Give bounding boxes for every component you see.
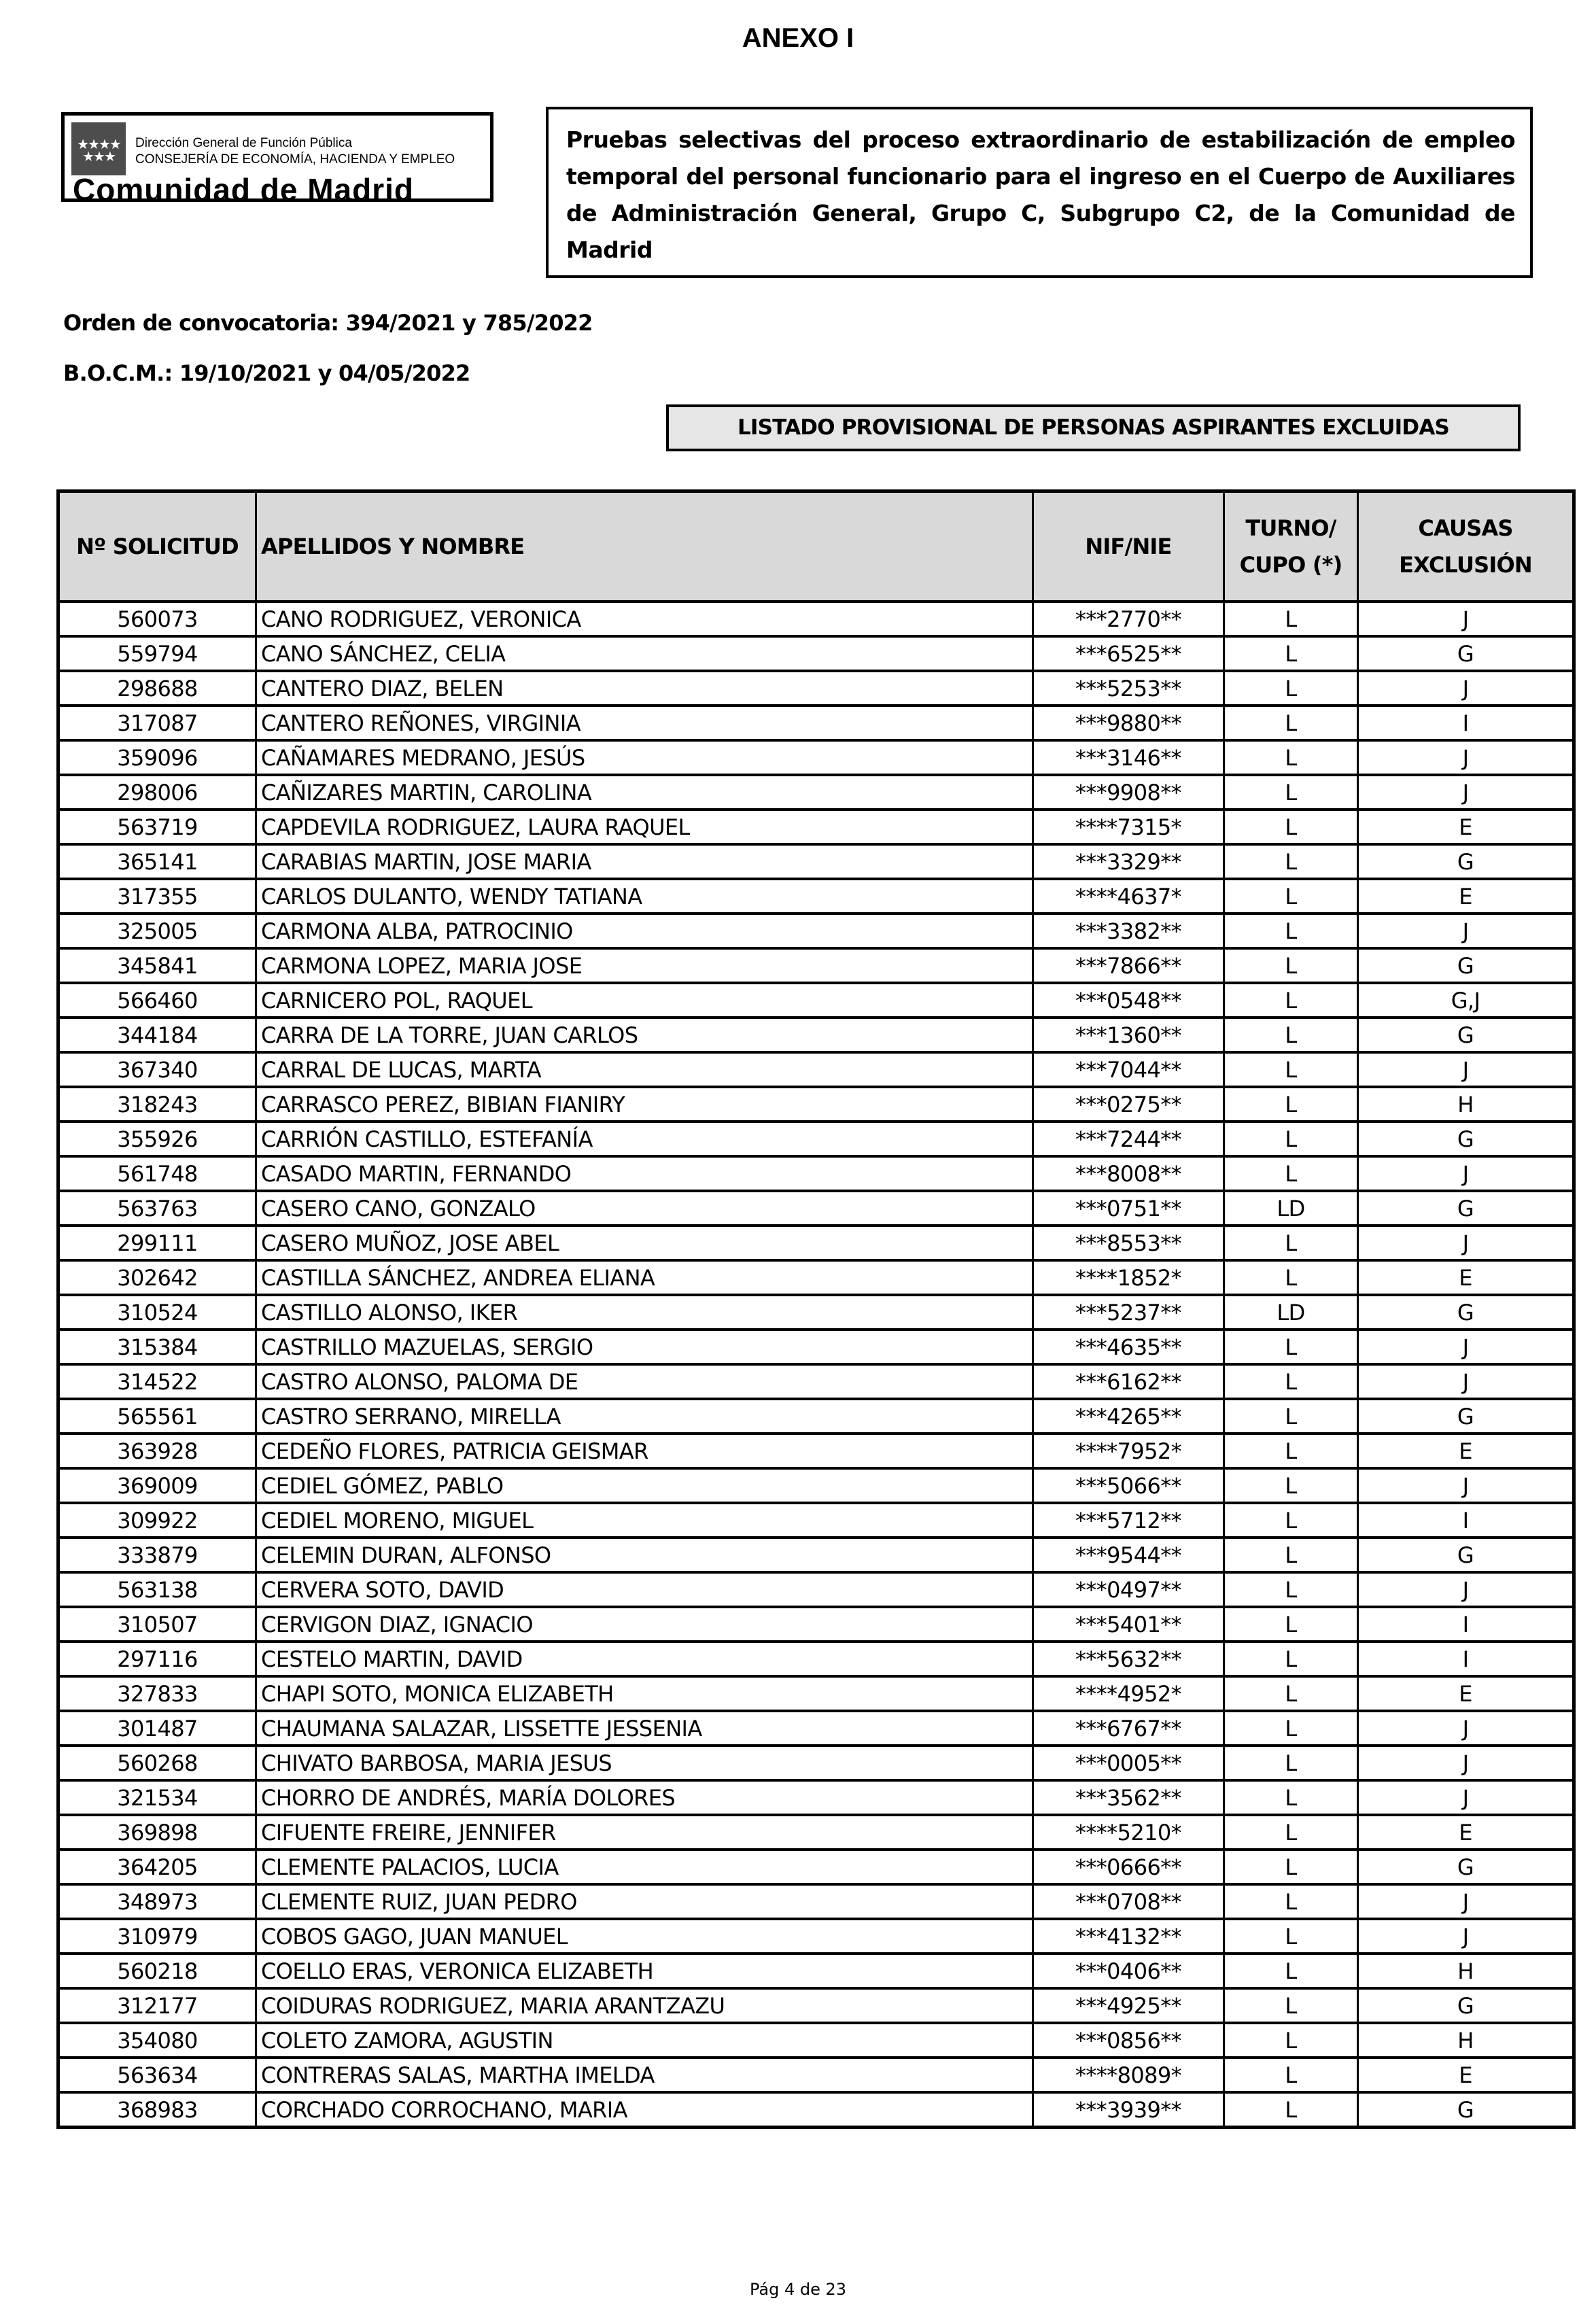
header-causas — [1358, 491, 1574, 602]
header-nombre: APELLIDOS Y NOMBRE — [256, 491, 1033, 602]
cell-nombre: CERVERA SOTO, DAVID — [256, 1572, 1033, 1607]
cell-causas: J — [1358, 1330, 1574, 1364]
cell-turno: L — [1224, 1815, 1358, 1850]
cell-nombre: CARRASCO PEREZ, BIBIAN FIANIRY — [256, 1087, 1033, 1122]
cell-turno: L — [1224, 1330, 1358, 1364]
cell-turno: L — [1224, 1468, 1358, 1503]
table-row — [58, 1260, 1574, 1295]
cell-turno: L — [1224, 1018, 1358, 1052]
cell-causas: J — [1358, 740, 1574, 775]
cell-turno: L — [1224, 1087, 1358, 1122]
table-row — [58, 1087, 1574, 1122]
table-row — [58, 879, 1574, 914]
cell-solicitud: 299111 — [58, 1226, 256, 1260]
header-causas-line1: CAUSAS — [1418, 515, 1513, 541]
table-row — [58, 1330, 1574, 1364]
table-row — [58, 1018, 1574, 1052]
cell-causas: H — [1358, 2023, 1574, 2058]
cell-solicitud: 563763 — [58, 1191, 256, 1226]
cell-nombre: CASTRO SERRANO, MIRELLA — [256, 1399, 1033, 1434]
cell-solicitud: 563719 — [58, 810, 256, 844]
cell-nombre: CASTRILLO MAZUELAS, SERGIO — [256, 1330, 1033, 1364]
table-row — [58, 740, 1574, 775]
table-row — [58, 1503, 1574, 1538]
cell-nif: ***8553** — [1033, 1226, 1224, 1260]
cell-nif: ***7866** — [1033, 948, 1224, 983]
listado-title-box — [666, 404, 1521, 451]
cell-causas: E — [1358, 810, 1574, 844]
cell-solicitud: 302642 — [58, 1260, 256, 1295]
comunidad-de-madrid-logo — [61, 112, 493, 207]
cell-nif: ***4265** — [1033, 1399, 1224, 1434]
cell-turno: L — [1224, 1226, 1358, 1260]
logo-direccion-general: Dirección General de Función Pública — [135, 136, 352, 150]
cell-nombre: CLEMENTE RUIZ, JUAN PEDRO — [256, 1884, 1033, 1919]
cell-nif: ***0856** — [1033, 2023, 1224, 2058]
cell-solicitud: 312177 — [58, 1988, 256, 2023]
cell-causas: E — [1358, 1676, 1574, 1711]
cell-causas: G — [1358, 1122, 1574, 1156]
cell-turno: L — [1224, 706, 1358, 740]
table-row — [58, 1434, 1574, 1468]
cell-nif: ***5632** — [1033, 1642, 1224, 1676]
cell-solicitud: 561748 — [58, 1156, 256, 1191]
cell-turno: L — [1224, 740, 1358, 775]
cell-nif: ***5253** — [1033, 671, 1224, 706]
cell-nombre: CELEMIN DURAN, ALFONSO — [256, 1538, 1033, 1572]
cell-causas: G — [1358, 1988, 1574, 2023]
cell-turno: L — [1224, 1052, 1358, 1087]
cell-nombre: CHIVATO BARBOSA, MARIA JESUS — [256, 1746, 1033, 1780]
cell-solicitud: 369009 — [58, 1468, 256, 1503]
table-row — [58, 775, 1574, 810]
cell-nombre: CANTERO REÑONES, VIRGINIA — [256, 706, 1033, 740]
cell-solicitud: 325005 — [58, 914, 256, 948]
table-row — [58, 636, 1574, 671]
cell-nombre: CAÑAMARES MEDRANO, JESÚS — [256, 740, 1033, 775]
cell-solicitud: 368983 — [58, 2092, 256, 2128]
cell-turno: L — [1224, 2092, 1358, 2128]
cell-turno: L — [1224, 1434, 1358, 1468]
cell-nombre: COLETO ZAMORA, AGUSTIN — [256, 2023, 1033, 2058]
cell-nombre: CARRAL DE LUCAS, MARTA — [256, 1052, 1033, 1087]
cell-nombre: CARNICERO POL, RAQUEL — [256, 983, 1033, 1018]
page-number: Pág 4 de 23 — [749, 2280, 847, 2299]
cell-nif: ***0548** — [1033, 983, 1224, 1018]
cell-nif: ***5066** — [1033, 1468, 1224, 1503]
cell-turno: L — [1224, 1607, 1358, 1642]
cell-solicitud: 301487 — [58, 1711, 256, 1746]
cell-causas: J — [1358, 602, 1574, 636]
header-turno — [1224, 491, 1358, 602]
cell-solicitud: 563634 — [58, 2058, 256, 2092]
table-row — [58, 1919, 1574, 1954]
cell-nif: ***5712** — [1033, 1503, 1224, 1538]
table-row — [58, 706, 1574, 740]
cell-solicitud: 344184 — [58, 1018, 256, 1052]
table-row — [58, 1052, 1574, 1087]
cell-nif: ***9908** — [1033, 775, 1224, 810]
table-row — [58, 1226, 1574, 1260]
cell-solicitud: 359096 — [58, 740, 256, 775]
table-row — [58, 1607, 1574, 1642]
cell-causas: I — [1358, 706, 1574, 740]
cell-turno: L — [1224, 1954, 1358, 1988]
cell-nombre: CARABIAS MARTIN, JOSE MARIA — [256, 844, 1033, 879]
cell-turno: L — [1224, 1988, 1358, 2023]
cell-causas: I — [1358, 1503, 1574, 1538]
table-row — [58, 1711, 1574, 1746]
cell-nif: ***6525** — [1033, 636, 1224, 671]
cell-turno: L — [1224, 1780, 1358, 1815]
madrid-stars-emblem-icon: ★★★★ ★★★ — [71, 122, 126, 175]
cell-nombre: CORCHADO CORROCHANO, MARIA — [256, 2092, 1033, 2128]
cell-nif: ***3939** — [1033, 2092, 1224, 2128]
cell-turno: LD — [1224, 1295, 1358, 1330]
bocm-dates: B.O.C.M.: 19/10/2021 y 04/05/2022 — [63, 360, 470, 386]
cell-causas: J — [1358, 1226, 1574, 1260]
table-row — [58, 948, 1574, 983]
cell-causas: G — [1358, 2092, 1574, 2128]
cell-nombre: CARMONA LOPEZ, MARIA JOSE — [256, 948, 1033, 983]
cell-causas: G — [1358, 844, 1574, 879]
cell-causas: J — [1358, 1156, 1574, 1191]
cell-solicitud: 333879 — [58, 1538, 256, 1572]
cell-nif: ****4637* — [1033, 879, 1224, 914]
cell-turno: L — [1224, 1156, 1358, 1191]
header-turno-line2: CUPO (*) — [1239, 552, 1342, 578]
table-row — [58, 1815, 1574, 1850]
cell-nif: ***3562** — [1033, 1780, 1224, 1815]
cell-nif: ***5237** — [1033, 1295, 1224, 1330]
cell-turno: L — [1224, 914, 1358, 948]
cell-nif: ***5401** — [1033, 1607, 1224, 1642]
cell-nombre: CANO RODRIGUEZ, VERONICA — [256, 602, 1033, 636]
cell-solicitud: 566460 — [58, 983, 256, 1018]
table-row — [58, 1572, 1574, 1607]
cell-causas: J — [1358, 1884, 1574, 1919]
cell-turno: L — [1224, 1122, 1358, 1156]
table-row — [58, 1538, 1574, 1572]
excluded-applicants-table — [56, 489, 1576, 2129]
cell-nif: ***6162** — [1033, 1364, 1224, 1399]
cell-nif: ***6767** — [1033, 1711, 1224, 1746]
cell-nombre: CASERO MUÑOZ, JOSE ABEL — [256, 1226, 1033, 1260]
process-title: Pruebas selectivas del proceso extraordinario de estabilización de empleo temporal del personal funcionario para el ingreso en el Cuerpo de Auxiliares de Administración General, Grupo C, Subgrupo C2, de la Comunidad de Madrid — [566, 126, 1515, 263]
cell-solicitud: 298006 — [58, 775, 256, 810]
cell-nif: ***7044** — [1033, 1052, 1224, 1087]
table-row — [58, 1988, 1574, 2023]
cell-nombre: CANTERO DIAZ, BELEN — [256, 671, 1033, 706]
cell-turno: L — [1224, 1711, 1358, 1746]
cell-nif: ***0275** — [1033, 1087, 1224, 1122]
cell-turno: L — [1224, 1260, 1358, 1295]
table-row — [58, 671, 1574, 706]
cell-turno: L — [1224, 1919, 1358, 1954]
cell-causas: J — [1358, 914, 1574, 948]
cell-nif: ***0406** — [1033, 1954, 1224, 1988]
header-causas-line2: EXCLUSIÓN — [1399, 552, 1532, 578]
table-row — [58, 1191, 1574, 1226]
cell-nombre: CARRA DE LA TORRE, JUAN CARLOS — [256, 1018, 1033, 1052]
cell-nif: ***9880** — [1033, 706, 1224, 740]
table-row — [58, 2092, 1574, 2128]
cell-solicitud: 560268 — [58, 1746, 256, 1780]
cell-causas: G — [1358, 1295, 1574, 1330]
cell-nombre: CESTELO MARTIN, DAVID — [256, 1642, 1033, 1676]
table-row — [58, 983, 1574, 1018]
cell-nombre: CHAPI SOTO, MONICA ELIZABETH — [256, 1676, 1033, 1711]
cell-nif: ****1852* — [1033, 1260, 1224, 1295]
cell-nombre: CEDIEL MORENO, MIGUEL — [256, 1503, 1033, 1538]
cell-nombre: CEDIEL GÓMEZ, PABLO — [256, 1468, 1033, 1503]
table-row — [58, 2058, 1574, 2092]
cell-nif: ***0497** — [1033, 1572, 1224, 1607]
table-row — [58, 1468, 1574, 1503]
cell-solicitud: 560073 — [58, 602, 256, 636]
cell-nif: ***8008** — [1033, 1156, 1224, 1191]
cell-solicitud: 321534 — [58, 1780, 256, 1815]
cell-causas: E — [1358, 1815, 1574, 1850]
cell-nif: ***3382** — [1033, 914, 1224, 948]
cell-solicitud: 365141 — [58, 844, 256, 879]
cell-turno: L — [1224, 948, 1358, 983]
cell-nombre: COBOS GAGO, JUAN MANUEL — [256, 1919, 1033, 1954]
cell-causas: G — [1358, 636, 1574, 671]
cell-causas: J — [1358, 775, 1574, 810]
cell-causas: J — [1358, 1919, 1574, 1954]
cell-solicitud: 345841 — [58, 948, 256, 983]
cell-turno: L — [1224, 1503, 1358, 1538]
cell-nombre: COELLO ERAS, VERONICA ELIZABETH — [256, 1954, 1033, 1988]
cell-solicitud: 355926 — [58, 1122, 256, 1156]
header-turno-line1: TURNO/ — [1245, 515, 1336, 541]
cell-turno: L — [1224, 1364, 1358, 1399]
table-row — [58, 1364, 1574, 1399]
cell-nif: ***2770** — [1033, 602, 1224, 636]
cell-causas: J — [1358, 1572, 1574, 1607]
cell-nombre: CARMONA ALBA, PATROCINIO — [256, 914, 1033, 948]
table-row — [58, 1746, 1574, 1780]
cell-solicitud: 310979 — [58, 1919, 256, 1954]
cell-nombre: CANO SÁNCHEZ, CELIA — [256, 636, 1033, 671]
table-row — [58, 810, 1574, 844]
cell-turno: L — [1224, 671, 1358, 706]
table-row — [58, 1884, 1574, 1919]
cell-nif: ***0708** — [1033, 1884, 1224, 1919]
cell-solicitud: 369898 — [58, 1815, 256, 1850]
cell-nif: ***0751** — [1033, 1191, 1224, 1226]
cell-turno: L — [1224, 1850, 1358, 1884]
cell-causas: G — [1358, 948, 1574, 983]
cell-solicitud: 317355 — [58, 879, 256, 914]
cell-nombre: CERVIGON DIAZ, IGNACIO — [256, 1607, 1033, 1642]
cell-turno: L — [1224, 602, 1358, 636]
cell-nif: ***9544** — [1033, 1538, 1224, 1572]
cell-nif: ***4925** — [1033, 1988, 1224, 2023]
cell-nif: ***7244** — [1033, 1122, 1224, 1156]
cell-nombre: CAÑIZARES MARTIN, CAROLINA — [256, 775, 1033, 810]
cell-causas: J — [1358, 1780, 1574, 1815]
cell-turno: L — [1224, 775, 1358, 810]
cell-turno: LD — [1224, 1191, 1358, 1226]
cell-nombre: CASTILLA SÁNCHEZ, ANDREA ELIANA — [256, 1260, 1033, 1295]
table-row — [58, 1850, 1574, 1884]
orden-convocatoria: Orden de convocatoria: 394/2021 y 785/2022 — [63, 310, 593, 336]
logo-org-name: Comunidad de Madrid — [73, 172, 414, 207]
table-row — [58, 1295, 1574, 1330]
cell-nombre: CASTRO ALONSO, PALOMA DE — [256, 1364, 1033, 1399]
cell-causas: E — [1358, 879, 1574, 914]
cell-turno: L — [1224, 2023, 1358, 2058]
table-row — [58, 1122, 1574, 1156]
cell-solicitud: 348973 — [58, 1884, 256, 1919]
cell-causas: J — [1358, 1468, 1574, 1503]
cell-turno: L — [1224, 1884, 1358, 1919]
cell-causas: E — [1358, 2058, 1574, 2092]
cell-causas: J — [1358, 1711, 1574, 1746]
cell-turno: L — [1224, 2058, 1358, 2092]
cell-nif: ***3329** — [1033, 844, 1224, 879]
cell-solicitud: 297116 — [58, 1642, 256, 1676]
table-row — [58, 602, 1574, 636]
cell-solicitud: 310524 — [58, 1295, 256, 1330]
process-title-box — [546, 107, 1533, 278]
cell-nombre: CHORRO DE ANDRÉS, MARÍA DOLORES — [256, 1780, 1033, 1815]
cell-nif: ***0005** — [1033, 1746, 1224, 1780]
cell-solicitud: 317087 — [58, 706, 256, 740]
cell-causas: G — [1358, 1850, 1574, 1884]
cell-solicitud: 363928 — [58, 1434, 256, 1468]
table-row — [58, 844, 1574, 879]
cell-solicitud: 298688 — [58, 671, 256, 706]
cell-nombre: CARLOS DULANTO, WENDY TATIANA — [256, 879, 1033, 914]
cell-causas: G — [1358, 1018, 1574, 1052]
cell-causas: J — [1358, 671, 1574, 706]
cell-nif: ***1360** — [1033, 1018, 1224, 1052]
cell-solicitud: 559794 — [58, 636, 256, 671]
cell-solicitud: 315384 — [58, 1330, 256, 1364]
cell-nombre: CASADO MARTIN, FERNANDO — [256, 1156, 1033, 1191]
table-row — [58, 914, 1574, 948]
cell-nombre: CHAUMANA SALAZAR, LISSETTE JESSENIA — [256, 1711, 1033, 1746]
cell-causas: J — [1358, 1746, 1574, 1780]
cell-solicitud: 318243 — [58, 1087, 256, 1122]
cell-causas: J — [1358, 1052, 1574, 1087]
cell-solicitud: 364205 — [58, 1850, 256, 1884]
logo-consejeria: CONSEJERÍA DE ECONOMÍA, HACIENDA Y EMPLEO — [135, 152, 455, 167]
header-solicitud: Nº SOLICITUD — [58, 491, 256, 602]
cell-causas: I — [1358, 1642, 1574, 1676]
cell-nombre: CEDEÑO FLORES, PATRICIA GEISMAR — [256, 1434, 1033, 1468]
cell-causas: I — [1358, 1607, 1574, 1642]
cell-turno: L — [1224, 1572, 1358, 1607]
cell-solicitud: 563138 — [58, 1572, 256, 1607]
cell-turno: L — [1224, 879, 1358, 914]
cell-nombre: CIFUENTE FREIRE, JENNIFER — [256, 1815, 1033, 1850]
cell-turno: L — [1224, 1399, 1358, 1434]
cell-nif: ***4132** — [1033, 1919, 1224, 1954]
cell-solicitud: 560218 — [58, 1954, 256, 1988]
cell-nif: ***4635** — [1033, 1330, 1224, 1364]
cell-causas: H — [1358, 1954, 1574, 1988]
table-row — [58, 1642, 1574, 1676]
cell-nombre: CASERO CANO, GONZALO — [256, 1191, 1033, 1226]
table-row — [58, 1954, 1574, 1988]
table-row — [58, 2023, 1574, 2058]
cell-nif: ****4952* — [1033, 1676, 1224, 1711]
table-row — [58, 1780, 1574, 1815]
table-header-row — [58, 491, 1574, 602]
cell-nif: ****8089* — [1033, 2058, 1224, 2092]
cell-nombre: CONTRERAS SALAS, MARTHA IMELDA — [256, 2058, 1033, 2092]
cell-solicitud: 565561 — [58, 1399, 256, 1434]
cell-nombre: COIDURAS RODRIGUEZ, MARIA ARANTZAZU — [256, 1988, 1033, 2023]
header-nif: NIF/NIE — [1033, 491, 1224, 602]
cell-nif: ***0666** — [1033, 1850, 1224, 1884]
cell-causas: E — [1358, 1260, 1574, 1295]
cell-turno: L — [1224, 1642, 1358, 1676]
cell-causas: G,J — [1358, 983, 1574, 1018]
cell-solicitud: 354080 — [58, 2023, 256, 2058]
cell-solicitud: 310507 — [58, 1607, 256, 1642]
cell-turno: L — [1224, 1746, 1358, 1780]
cell-nombre: CLEMENTE PALACIOS, LUCIA — [256, 1850, 1033, 1884]
cell-turno: L — [1224, 844, 1358, 879]
cell-turno: L — [1224, 983, 1358, 1018]
cell-solicitud: 327833 — [58, 1676, 256, 1711]
cell-turno: L — [1224, 810, 1358, 844]
cell-nif: ***3146** — [1033, 740, 1224, 775]
table-row — [58, 1399, 1574, 1434]
cell-causas: J — [1358, 1364, 1574, 1399]
table-row — [58, 1156, 1574, 1191]
cell-causas: H — [1358, 1087, 1574, 1122]
cell-solicitud: 314522 — [58, 1364, 256, 1399]
cell-turno: L — [1224, 1538, 1358, 1572]
cell-causas: G — [1358, 1191, 1574, 1226]
cell-nif: ****5210* — [1033, 1815, 1224, 1850]
cell-nombre: CARRIÓN CASTILLO, ESTEFANÍA — [256, 1122, 1033, 1156]
table-row — [58, 1676, 1574, 1711]
annex-title: ANEXO I — [742, 23, 854, 53]
cell-nombre: CAPDEVILA RODRIGUEZ, LAURA RAQUEL — [256, 810, 1033, 844]
cell-nif: ****7315* — [1033, 810, 1224, 844]
cell-nombre: CASTILLO ALONSO, IKER — [256, 1295, 1033, 1330]
cell-causas: E — [1358, 1434, 1574, 1468]
cell-causas: G — [1358, 1538, 1574, 1572]
cell-solicitud: 367340 — [58, 1052, 256, 1087]
cell-turno: L — [1224, 1676, 1358, 1711]
cell-turno: L — [1224, 636, 1358, 671]
cell-causas: G — [1358, 1399, 1574, 1434]
cell-solicitud: 309922 — [58, 1503, 256, 1538]
listado-title: LISTADO PROVISIONAL DE PERSONAS ASPIRANTES EXCLUIDAS — [737, 415, 1450, 440]
cell-nif: ****7952* — [1033, 1434, 1224, 1468]
